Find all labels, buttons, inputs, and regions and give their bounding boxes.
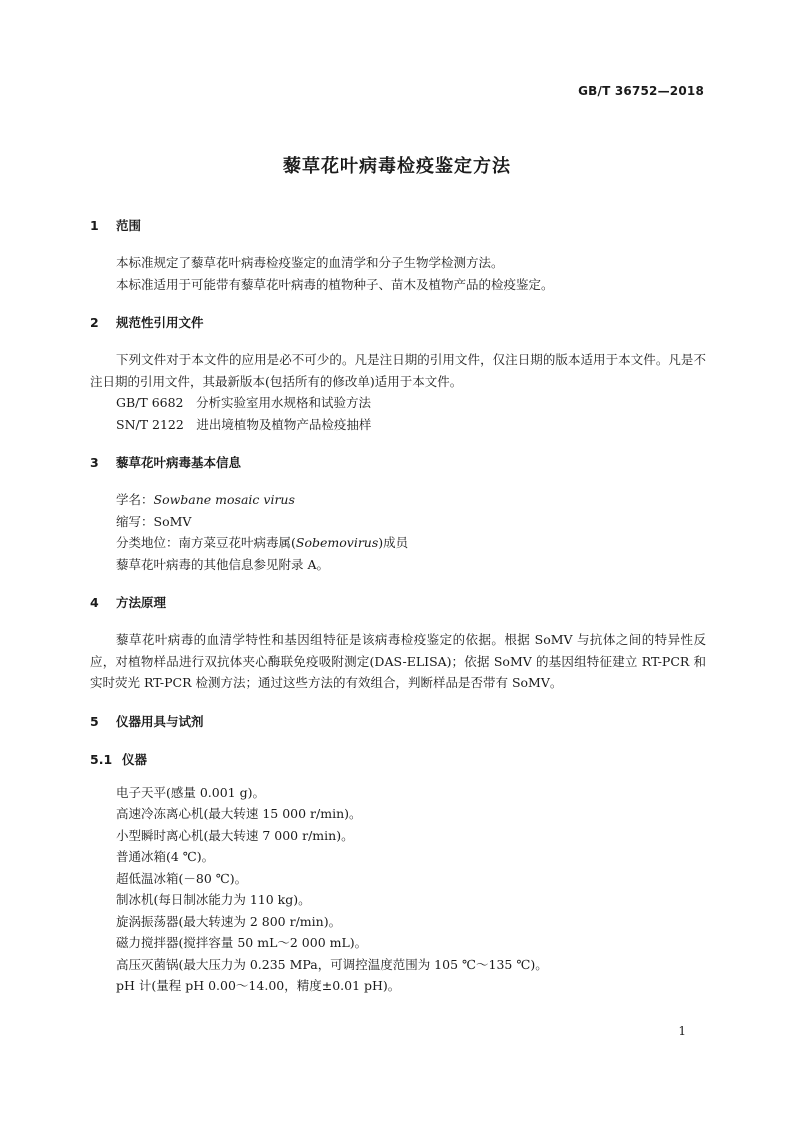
page-number: 1 — [678, 1024, 686, 1038]
section-4-heading — [90, 591, 706, 615]
list-item: pH 计(量程 pH 0.00～14.00，精度±0.01 pH)。 — [116, 978, 401, 993]
section-3-heading — [90, 451, 706, 475]
list-item: 电子天平(感量 0.001 g)。 — [116, 784, 265, 800]
section-number: 1 — [90, 218, 99, 233]
paragraph: 藜草花叶病毒的其他信息参见附录 A。 — [116, 556, 330, 572]
paragraph: 本标准规定了藜草花叶病毒检疫鉴定的血清学和分子生物学检测方法。 — [116, 255, 504, 270]
reference-item: GB/T 6682 分析实验室用水规格和试验方法 — [116, 395, 372, 410]
list-item: 小型瞬时离心机(最大转速 7 000 r/min)。 — [116, 827, 354, 843]
section-number: 5 — [90, 713, 99, 729]
list-item: 超低温冰箱(－80 ℃)。 — [116, 870, 248, 886]
scientific-name: Sowbane mosaic virus — [153, 492, 295, 507]
document-title: 藜草花叶病毒检疫鉴定方法 — [283, 156, 511, 177]
classification-suffix: )成员 — [378, 535, 409, 550]
section-title: 方法原理 — [116, 595, 167, 610]
section-title: 规范性引用文件 — [116, 315, 204, 330]
list-item: 制冰机(每日制冰能力为 110 kg)。 — [116, 892, 311, 907]
section-number: 3 — [90, 455, 99, 470]
section-number: 4 — [90, 595, 99, 610]
abbreviation-line: 缩写：SoMV — [116, 513, 192, 529]
classification-line — [90, 532, 706, 554]
paragraph: 下列文件对于本文件的应用是必不可少的。凡是注日期的引用文件，仅注日期的版本适用于本文件。凡是不注日期的引用文件，其最新版本(包括所有的修改单)适用于本文件。 — [90, 352, 706, 389]
section-title: 范围 — [116, 218, 142, 233]
label: 学名： — [116, 492, 154, 507]
section-title: 藜草花叶病毒基本信息 — [116, 455, 242, 470]
standard-number: GB/T 36752—2018 — [578, 84, 704, 98]
classification-prefix: 分类地位：南方菜豆花叶病毒属( — [116, 535, 296, 550]
list-item: 高速冷冻离心机(最大转速 15 000 r/min)。 — [116, 806, 362, 821]
list-item: 旋涡振荡器(最大转速为 2 800 r/min)。 — [116, 913, 342, 929]
section-5-heading — [90, 710, 706, 734]
list-item: 普通冰箱(4 ℃)。 — [116, 849, 215, 864]
section-title: 仪器用具与试剂 — [116, 713, 204, 729]
paragraph: 藜草花叶病毒的血清学特性和基因组特征是该病毒检疫鉴定的依据。根据 SoMV 与抗体之间的特异性反应，对植物样品进行双抗体夹心酶联免疫吸附测定(DAS-ELISA)；依据 SoMV 的基因组特征建立 RT-PCR 和实时荧光 RT-PCR 检测方法；通过这些方法的有效组合，判断样品是否带有 SoMV。 — [90, 632, 706, 690]
list-item: 磁力搅拌器(搅拌容量 50 mL～2 000 mL)。 — [116, 935, 368, 950]
reference-item: SN/T 2122 进出境植物及植物产品检疫抽样 — [116, 416, 372, 432]
subsection-5-1-heading — [90, 748, 706, 772]
section-number: 2 — [90, 315, 99, 330]
document-body — [90, 214, 706, 997]
subsection-number: 5.1 — [90, 751, 113, 767]
section-1-heading — [90, 214, 706, 238]
paragraph: 本标准适用于可能带有藜草花叶病毒的植物种子、苗木及植物产品的检疫鉴定。 — [116, 276, 554, 292]
list-item: 高压灭菌锅(最大压力为 0.235 MPa，可调控温度范围为 105 ℃～135 ℃)。 — [116, 956, 548, 972]
subsection-title: 仪器 — [122, 751, 148, 767]
scientific-name-line — [90, 489, 706, 511]
section-2-heading — [90, 311, 706, 335]
genus-name: Sobemovirus — [295, 535, 379, 550]
